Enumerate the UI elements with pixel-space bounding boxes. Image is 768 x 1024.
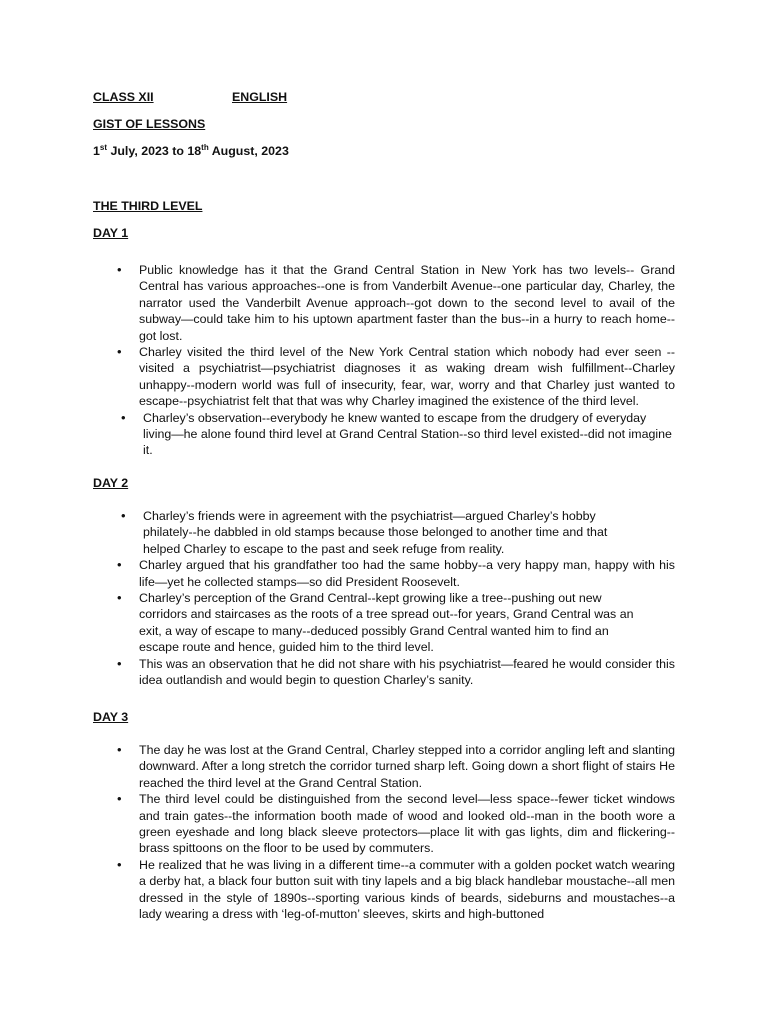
date-start-sup: st xyxy=(99,142,108,152)
date-range xyxy=(93,143,289,159)
lesson-title: THE THIRD LEVEL xyxy=(93,199,203,213)
date-start-day: 1 xyxy=(93,144,100,158)
gist-heading: GIST OF LESSONS xyxy=(93,117,206,131)
date-start-rest: July, 2023 to 18 xyxy=(107,144,202,158)
day-2-list xyxy=(139,508,675,688)
list-item: • The day he was lost at the Grand Central, Charley stepped into a corridor angling left and slanting downward. After a long stretch the corridor turned sharp left. Going down a short flight of stairs He reached the third level at the Grand Central Station. xyxy=(139,742,675,791)
date-end-sup: th xyxy=(201,142,209,152)
class-label: CLASS XII xyxy=(93,90,154,104)
day-3-list xyxy=(139,742,675,922)
list-item: • Charley argued that his grandfather too had the same hobby--a very happy man, happy with his life—yet he collected stamps—so did President Roosevelt. xyxy=(139,557,675,590)
list-item: • He realized that he was living in a different time--a commuter with a golden pocket watch wearing a derby hat, a black four button suit with tiny lapels and a big black handlebar moustache--all men dressed in the style of 1890s--sporting various kinds of beards, sideburns and moustaches--a lady wearing a dress with ‘leg-of-mutton’ sleeves, skirts and high-buttoned xyxy=(139,857,675,923)
day-heading: DAY 2 xyxy=(93,476,129,490)
subject-label: ENGLISH xyxy=(232,90,288,104)
list-item: • Charley visited the third level of the New York Central station which nobody had ever seen --visited a psychiatrist—psychiatrist diagnoses it as waking dream wish fulfillment--Charley unhappy--modern world was full of insecurity, fear, war, worry and that Charley just wanted to escape--psychiatrist felt that that was why Charley imagined the existence of the third level. xyxy=(139,344,675,410)
list-item: • The third level could be distinguished from the second level—less space--fewer ticket windows and train gates--the information booth made of wood and looked old--man in the booth wore a green eyeshade and long black sleeve protectors—place lit with gas lights, dim and flickering--brass spittoons on the floor to be used by commuters. xyxy=(139,791,675,857)
day-heading: DAY 1 xyxy=(93,226,129,240)
date-end-rest: August, 2023 xyxy=(208,144,289,158)
list-item: • Charley’s perception of the Grand Central--kept growing like a tree--pushing out new corridors and staircases as the roots of a tree spread out--for years, Grand Central was an exit, a way of escape to many--deduced possibly Grand Central wanted him to find an escape route and hence, guided him to the third level. xyxy=(139,590,675,656)
list-item: • This was an observation that he did not share with his psychiatrist—feared he would consider this idea outlandish and would begin to question Charley’s sanity. xyxy=(139,656,675,689)
list-item: • Charley’s friends were in agreement with the psychiatrist—argued Charley’s hobby philately--he dabbled in old stamps because those belonged to another time and that helped Charley to escape to the past and seek refuge from reality. xyxy=(143,508,675,557)
list-item: • Charley’s observation--everybody he knew wanted to escape from the drudgery of everyday living—he alone found third level at Grand Central Station--so third level existed--did not imagine it. xyxy=(143,410,677,459)
day-1-list xyxy=(139,262,675,459)
list-item: • Public knowledge has it that the Grand Central Station in New York has two levels-- Grand Central has various approaches--one is from Vanderbilt Avenue--one particular day, Charley, the narrator used the Vanderbilt Avenue approach--got down to the second level to avail of the subway—could take him to his uptown apartment faster than the bus--in a hurry to reach home--got lost. xyxy=(139,262,675,344)
day-heading: DAY 3 xyxy=(93,710,129,724)
